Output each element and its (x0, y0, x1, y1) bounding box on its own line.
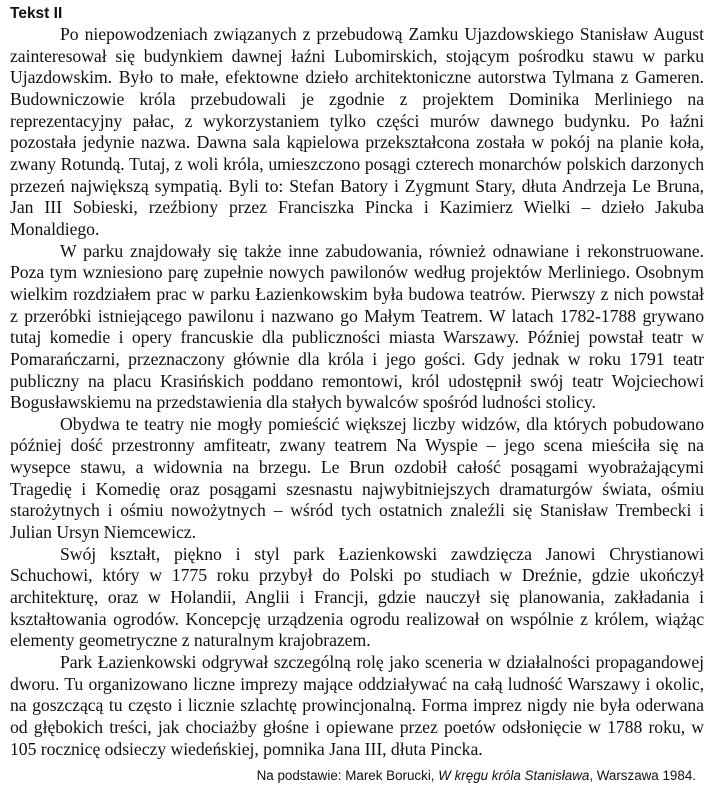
paragraph-4: Swój kształt, piękno i styl park Łazienkowski zawdzięcza Janowi Chrystianowi Schuchowi, który w 1775 roku przybył do Polski po studiach w Dreźnie, gdzie ukończył architekturę, oraz w Holandii, Anglii i Francji, gdzie nauczył się planowania, zakładania i kształtowania ogrodów. Koncepcję urządzenia ogrodu realizował on wspólnie z królem, wiążąc elementy geometryczne z naturalnym krajobrazem. (10, 543, 704, 651)
section-heading: Tekst II (10, 5, 63, 22)
source-citation (10, 768, 704, 784)
source-suffix: , Warszawa 1984. (589, 768, 696, 784)
source-prefix: Na podstawie: Marek Borucki, (256, 768, 439, 784)
source-book-title: W kręgu króla Stanisława (438, 768, 590, 784)
paragraph-1: Po niepowodzeniach związanych z przebudową Zamku Ujazdowskiego Stanisław August zainteresował się budynkiem dawnej łaźni Lubomirskich, stojącym pośrodku stawu w parku Ujazdowskim. Było to małe, efektowne dzieło architektoniczne autorstwa Tylmana z Gameren. Budowniczowie króla przebudowali je zgodnie z projektem Dominika Merliniego na reprezentacyjny pałac, z wykorzystaniem tylko części murów dawnego budynku. Po łaźni pozostała jedynie nazwa. Dawna sala kąpielowa przekształcona została w pokój na planie koła, zwany Rotundą. Tutaj, z woli króla, umieszczono posągi czterech monarchów polskich darzonych przezeń największą sympatią. Byli to: Stefan Batory i Zygmunt Stary, dłuta Andrzeja Le Bruna, Jan III Sobieski, rzeźbiony przez Franciszka Pincka i Kazimierz Wielki – dzieło Jakuba Monaldiego. (10, 24, 704, 239)
paragraph-5: Park Łazienkowski odgrywał szczególną rolę jako sceneria w działalności propagandowej dworu. Tu organizowano liczne imprezy mające oddziaływać na całą ludność Warszawy i okolic, na goszczącą tu często i licznie szlachtę prowincjonalną. Forma imprez nigdy nie była oderwana od głębokich treści, jak chociażby głośne i opiewane przez poetów odsłonięcie w 1788 roku, w 105 rocznicę odsieczy wiedeńskiej, pomnika Jana III, dłuta Pincka. (10, 652, 704, 759)
paragraph-3: Obydwa te teatry nie mogły pomieścić większej liczby widzów, dla których pobudowano później dość przestronny amfiteatr, zwany teatrem Na Wyspie – jego scena mieściła się na wysepce stawu, a widownia na brzegu. Le Brun ozdobił całość posągami wyobrażającymi Tragedię i Komedię oraz posągami szesnastu najwybitniejszych dramaturgów świata, ośmiu starożytnych i ośmiu nowożytnych – wśród tych ostatnich znaleźli się Stanisław Trembecki i Julian Ursyn Niemcewicz. (10, 413, 704, 543)
article-body (10, 24, 704, 760)
paragraph-2: W parku znajdowały się także inne zabudowania, również odnawiane i rekonstruowane. Poza tym wzniesiono parę zupełnie nowych pawilonów według projektów Merliniego. Osobnym wielkim rozdziałem prac w parku Łazienkowskim była budowa teatrów. Pierwszy z nich powstał z przeróbki istniejącego pawilonu i nazwano go Małym Teatrem. W latach 1782-1788 grywano tutaj komedie i opery francuskie dla publiczności miasta Warszawy. Później powstał teatr w Pomarańczarni, przeznaczony głównie dla króla i jego gości. Gdy jednak w roku 1791 teatr publiczny na placu Krasińskich poddano remontowi, król udostępnił swój teatr Wojciechowi Bogusławskiemu na przedstawienia dla stałych bywalców spośród ludności stolicy. (10, 240, 704, 413)
